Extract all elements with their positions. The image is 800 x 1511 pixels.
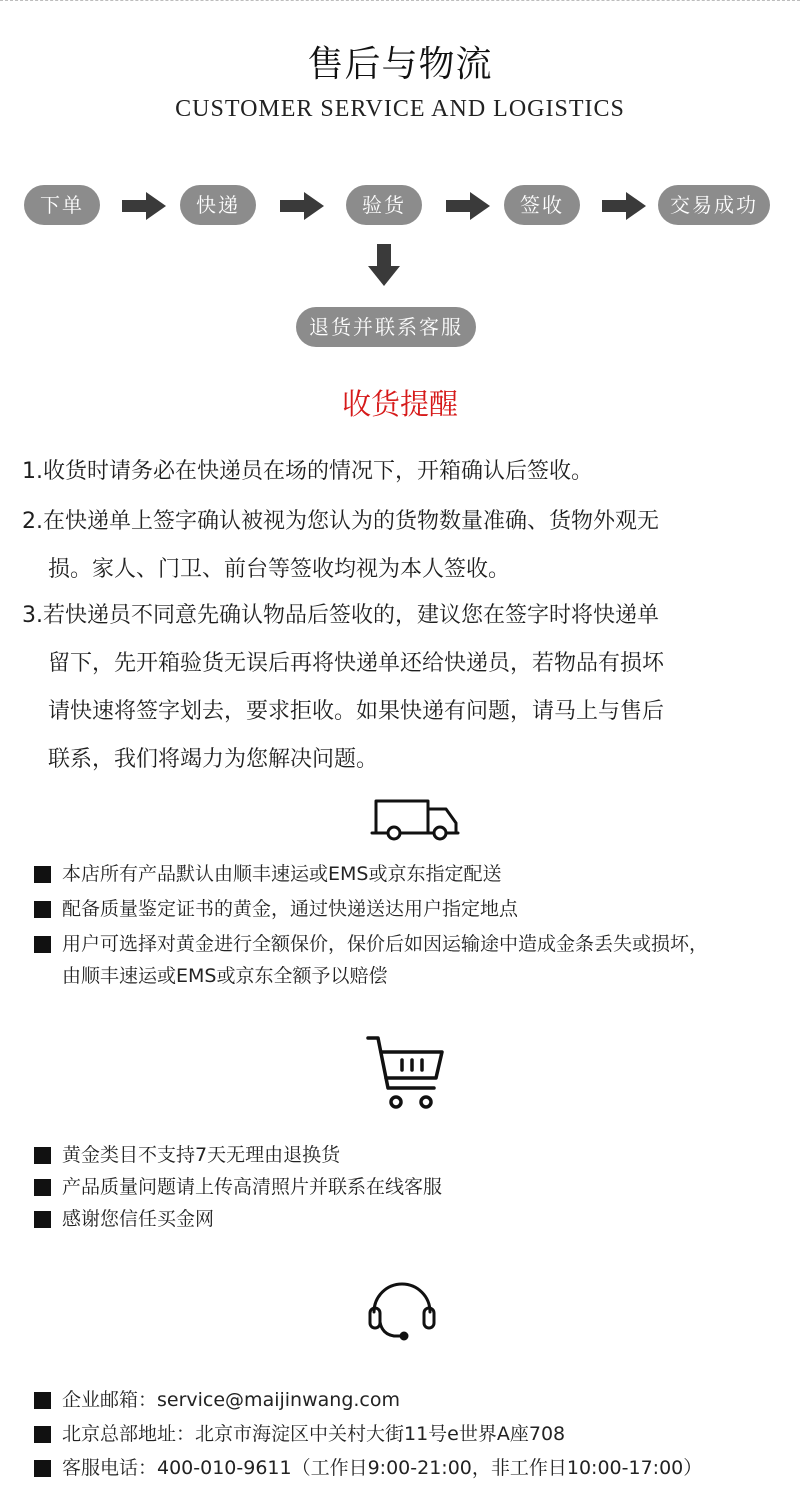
contact-email[interactable]: 企业邮箱：service@maijinwang.com (62, 1389, 400, 1411)
step-express: 快递 (180, 185, 256, 225)
shipping-text: 由顺丰速运或EMS或京东全额予以赔偿 (62, 965, 388, 987)
returns-item (34, 1171, 774, 1203)
reminder-title: 收货提醒 (341, 387, 458, 421)
returns-text: 感谢您信任买金网 (62, 1208, 215, 1230)
shopping-cart-icon (364, 1032, 448, 1112)
contact-item (34, 1452, 774, 1484)
step-return-contact: 退货并联系客服 (296, 307, 476, 347)
contact-phone[interactable]: 客服电话：400-010-9611（工作日9:00-21:00，非工作日10:00-17:00） (62, 1457, 703, 1479)
shipping-item (34, 858, 774, 890)
returns-text: 黄金类目不支持7天无理由退换货 (62, 1144, 341, 1166)
reminder-line: 损。家人、门卫、前台等签收均视为本人签收。 (48, 557, 511, 582)
shipping-item (34, 928, 774, 992)
arrow-down-icon (368, 244, 400, 288)
top-divider (0, 0, 800, 1)
returns-item (34, 1203, 774, 1235)
shipping-text: 用户可选择对黄金进行全额保价，保价后如因运输途中造成金条丢失或损坏， (62, 933, 709, 955)
bullet-square-icon (34, 1392, 51, 1409)
shipping-item (34, 893, 774, 925)
arrow-right-icon (446, 192, 490, 220)
bullet-square-icon (34, 1460, 51, 1477)
page-subtitle: CUSTOMER SERVICE AND LOGISTICS (175, 96, 625, 122)
reminder-item (22, 498, 782, 594)
reminder-item (22, 592, 782, 784)
bullet-square-icon (34, 1426, 51, 1443)
contact-item (34, 1384, 774, 1416)
bullet-square-icon (34, 1147, 51, 1164)
shipping-text: 本店所有产品默认由顺丰速运或EMS或京东指定配送 (62, 863, 502, 885)
bullet-square-icon (34, 901, 51, 918)
step-complete: 交易成功 (658, 185, 770, 225)
reminder-line: 3.若快递员不同意先确认物品后签收的，建议您在签字时将快递单 (22, 603, 659, 628)
step-order: 下单 (24, 185, 100, 225)
reminder-line: 2.在快递单上签字确认被视为您认为的货物数量准确、货物外观无 (22, 509, 659, 534)
returns-item (34, 1139, 774, 1171)
bullet-square-icon (34, 1179, 51, 1196)
bullet-square-icon (34, 866, 51, 883)
arrow-right-icon (602, 192, 646, 220)
reminder-line: 请快速将签字划去，要求拒收。如果快递有问题，请马上与售后 (48, 699, 665, 724)
reminder-item (22, 448, 782, 496)
arrow-right-icon (280, 192, 324, 220)
step-inspect: 验货 (346, 185, 422, 225)
bullet-square-icon (34, 936, 51, 953)
returns-text: 产品质量问题请上传高清照片并联系在线客服 (62, 1176, 443, 1198)
arrow-right-icon (122, 192, 166, 220)
contact-address: 北京总部地址：北京市海淀区中关村大街11号e世界A座708 (62, 1423, 566, 1445)
page-title: 售后与物流 (307, 44, 493, 85)
bullet-square-icon (34, 1211, 51, 1228)
reminder-line: 1.收货时请务必在快递员在场的情况下，开箱确认后签收。 (22, 459, 593, 484)
headset-icon (364, 1270, 440, 1346)
truck-icon (370, 795, 462, 843)
reminder-line: 留下，先开箱验货无误后再将快递单还给快递员，若物品有损坏 (48, 651, 665, 676)
reminder-line: 联系，我们将竭力为您解决问题。 (48, 747, 379, 772)
contact-item (34, 1418, 774, 1450)
shipping-text: 配备质量鉴定证书的黄金，通过快递送达用户指定地点 (62, 898, 519, 920)
step-sign: 签收 (504, 185, 580, 225)
